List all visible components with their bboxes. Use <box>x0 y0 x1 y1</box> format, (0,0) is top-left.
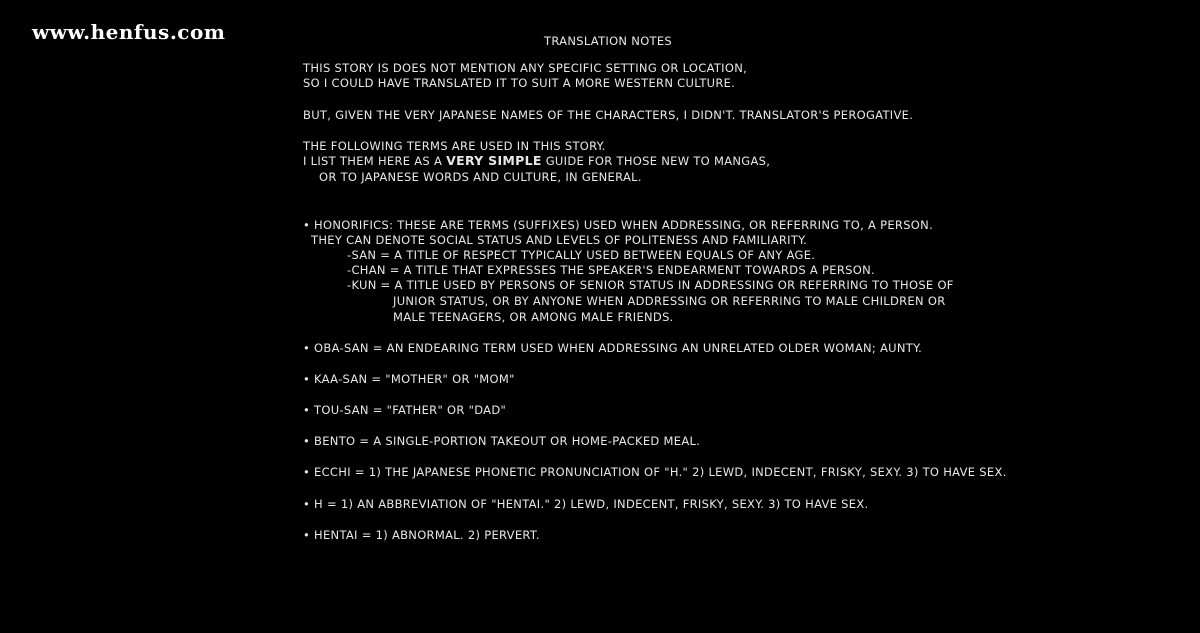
term-item: • KAA-SAN = "MOTHER" OR "MOM" <box>303 372 515 386</box>
intro-line: THIS STORY IS DOES NOT MENTION ANY SPECIFIC SETTING OR LOCATION, <box>303 61 748 75</box>
page-title: TRANSLATION NOTES <box>544 34 673 48</box>
term-item: • H = 1) AN ABBREVIATION OF "HENTAI." 2) LEWD, INDECENT, FRISKY, SEXY. 3) TO HAVE SEX. <box>303 497 869 511</box>
term-item: • HENTAI = 1) ABNORMAL. 2) PERVERT. <box>303 528 540 542</box>
honorific-kun-continued: JUNIOR STATUS, OR BY ANYONE WHEN ADDRESSING OR REFERRING TO MALE CHILDREN OR <box>393 294 946 308</box>
intro-guide-suffix: GUIDE FOR THOSE NEW TO MANGAS, <box>541 154 771 168</box>
intro-guide-prefix: I LIST THEM HERE AS A <box>303 154 447 168</box>
site-watermark: www.henfus.com <box>32 20 226 44</box>
honorific-chan: -CHAN = A TITLE THAT EXPRESSES THE SPEAKER'S ENDEARMENT TOWARDS A PERSON. <box>347 263 875 277</box>
intro-line: SO I COULD HAVE TRANSLATED IT TO SUIT A MORE WESTERN CULTURE. <box>303 76 736 90</box>
intro-line-guide <box>303 154 770 168</box>
intro-line: BUT, GIVEN THE VERY JAPANESE NAMES OF THE CHARACTERS, I DIDN'T. TRANSLATOR'S PEROGATIVE. <box>303 108 914 122</box>
intro-guide-emphasis: VERY SIMPLE <box>446 153 542 168</box>
term-item: • OBA-SAN = AN ENDEARING TERM USED WHEN ADDRESSING AN UNRELATED OLDER WOMAN; AUNTY. <box>303 341 923 355</box>
intro-line: THE FOLLOWING TERMS ARE USED IN THIS STORY. <box>303 139 606 153</box>
honorifics-description: THEY CAN DENOTE SOCIAL STATUS AND LEVELS OF POLITENESS AND FAMILIARITY. <box>311 233 808 247</box>
term-item: • ECCHI = 1) THE JAPANESE PHONETIC PRONUNCIATION OF "H." 2) LEWD, INDECENT, FRISKY, SEXY. 3) TO HAVE SEX. <box>303 465 1007 479</box>
honorific-san: -SAN = A TITLE OF RESPECT TYPICALLY USED BETWEEN EQUALS OF ANY AGE. <box>347 248 816 262</box>
term-item: • BENTO = A SINGLE-PORTION TAKEOUT OR HOME-PACKED MEAL. <box>303 434 701 448</box>
honorific-kun-continued: MALE TEENAGERS, OR AMONG MALE FRIENDS. <box>393 310 674 324</box>
honorifics-heading: • HONORIFICS: THESE ARE TERMS (SUFFIXES) USED WHEN ADDRESSING, OR REFERRING TO, A PERSON. <box>303 218 934 232</box>
honorific-kun: -KUN = A TITLE USED BY PERSONS OF SENIOR STATUS IN ADDRESSING OR REFERRING TO THOSE OF <box>347 278 954 292</box>
intro-line: OR TO JAPANESE WORDS AND CULTURE, IN GENERAL. <box>319 170 642 184</box>
term-item: • TOU-SAN = "FATHER" OR "DAD" <box>303 403 507 417</box>
